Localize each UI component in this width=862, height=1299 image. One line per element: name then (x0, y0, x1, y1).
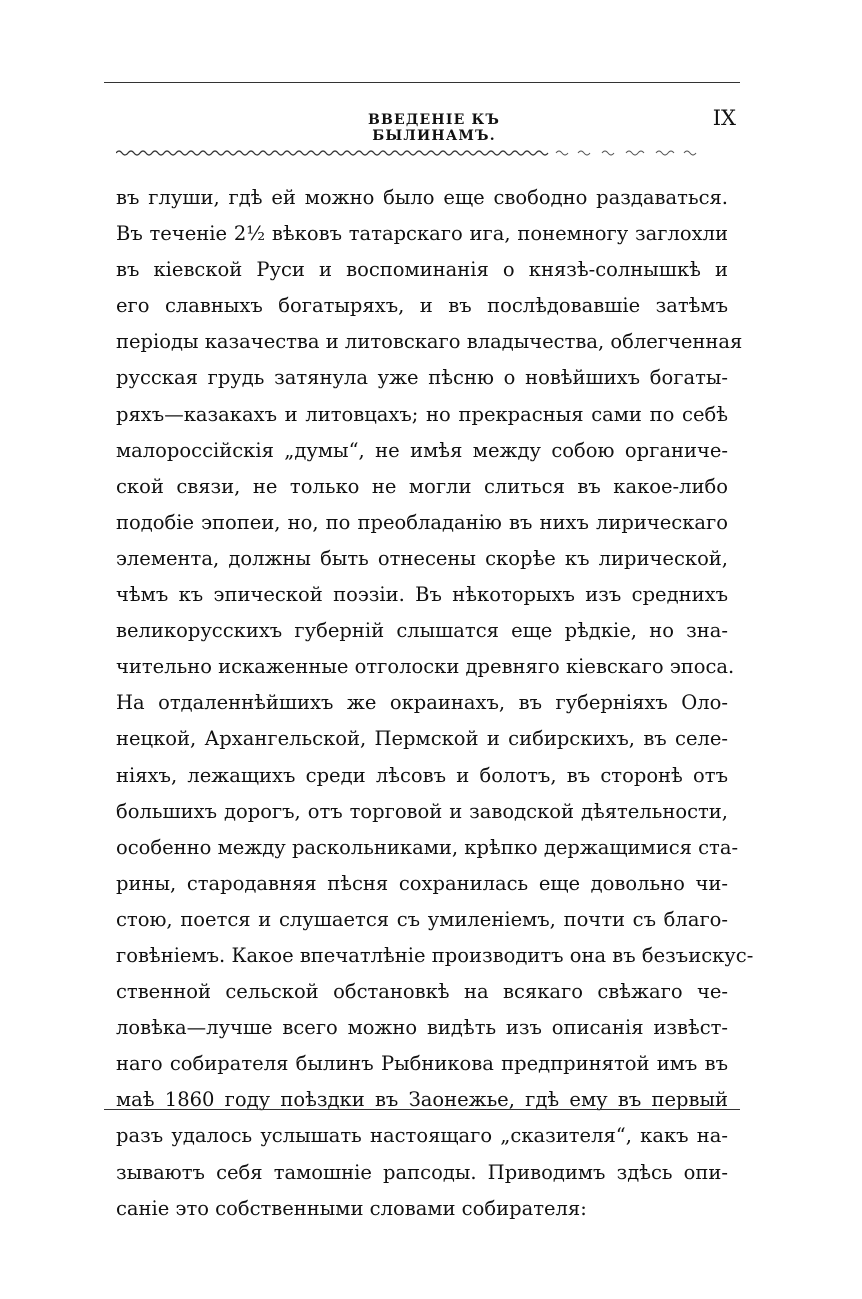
body-text (116, 180, 754, 1227)
text-line: въ глуши, гдѣ ей можно было еще свободно раздаваться. (116, 186, 728, 209)
text-line: ряхъ—казакахъ и литовцахъ; но прекрасныя сами по себѣ (116, 402, 728, 426)
text-line: ловѣка—лучше всего можно видѣть изъ описанія извѣст- (116, 1016, 728, 1040)
text-line: элемента, должны быть отнесены скорѣе къ лирической, (116, 546, 728, 570)
text-line: стою, поется и слушается съ умиленіемъ, почти съ благо- (116, 907, 728, 931)
text-line: Въ теченіе 2½ вѣковъ татарскаго ига, понемногу заглохли (116, 222, 728, 246)
text-line: ской связи, не только не могли слиться въ какое-либо (116, 474, 728, 498)
text-line: ніяхъ, лежащихъ среди лѣсовъ и болотъ, въ сторонѣ отъ (116, 763, 728, 787)
text-line: его славныхъ богатыряхъ, и въ послѣдовавшіе затѣмъ (116, 294, 728, 318)
text-line: подобіе эпопеи, но, по преобладанію въ нихъ лирическаго (116, 510, 728, 534)
text-line: На отдаленнѣйшихъ же окраинахъ, въ губерніяхъ Оло- (116, 691, 728, 715)
text-line: великорусскихъ губерній слышатся еще рѣдкіе, но зна- (116, 619, 728, 643)
text-line: маѣ 1860 году поѣздки въ Заонежье, гдѣ ему въ первый (116, 1088, 728, 1112)
text-line: нецкой, Архангельской, Пермской и сибирскихъ, въ селе- (116, 727, 728, 751)
bottom-rule (104, 1109, 740, 1110)
page-header (104, 106, 740, 144)
page-number: IX (712, 106, 736, 130)
text-line: малороссійскія „думы“, не имѣя между собою органиче- (116, 438, 728, 462)
text-line: саніе это собственными словами собирателя: (116, 1196, 587, 1220)
running-title: ВВЕДЕНІЕ КЪ БЫЛИНАМЪ. (367, 112, 501, 144)
text-line: рины, стародавняя пѣсня сохранилась еще довольно чи- (116, 871, 728, 895)
text-line: зываютъ себя тамошніе рапсоды. Приводимъ здѣсь опи- (116, 1160, 728, 1184)
text-line: чѣмъ къ эпической поэзіи. Въ нѣкоторыхъ изъ среднихъ (116, 583, 728, 607)
text-line: ственной сельской обстановкѣ на всякаго свѣжаго че- (116, 980, 728, 1004)
text-line: русская грудь затянула уже пѣсню о новѣйшихъ богаты- (116, 366, 728, 390)
text-line: чительно искаженные отголоски древняго кіевскаго эпоса. (116, 655, 735, 679)
top-rule (104, 82, 740, 83)
text-line: большихъ дорогъ, отъ торговой и заводской дѣятельности, (116, 799, 728, 823)
text-line: разъ удалось услышать настоящаго „сказителя“, какъ на- (116, 1124, 728, 1148)
text-line: періоды казачества и литовскаго владычества, облегченная (116, 330, 743, 354)
text-line: въ кіевской Руси и воспоминанія о князѣ-солнышкѣ и (116, 258, 728, 282)
text-line: особенно между раскольниками, крѣпко держащимися ста- (116, 835, 739, 859)
text-line: говѣніемъ. Какое впечатлѣніе производитъ она въ безъискус- (116, 943, 754, 967)
text-line: наго собирателя былинъ Рыбникова предпринятой имъ въ (116, 1052, 728, 1076)
wavy-divider (116, 148, 718, 158)
